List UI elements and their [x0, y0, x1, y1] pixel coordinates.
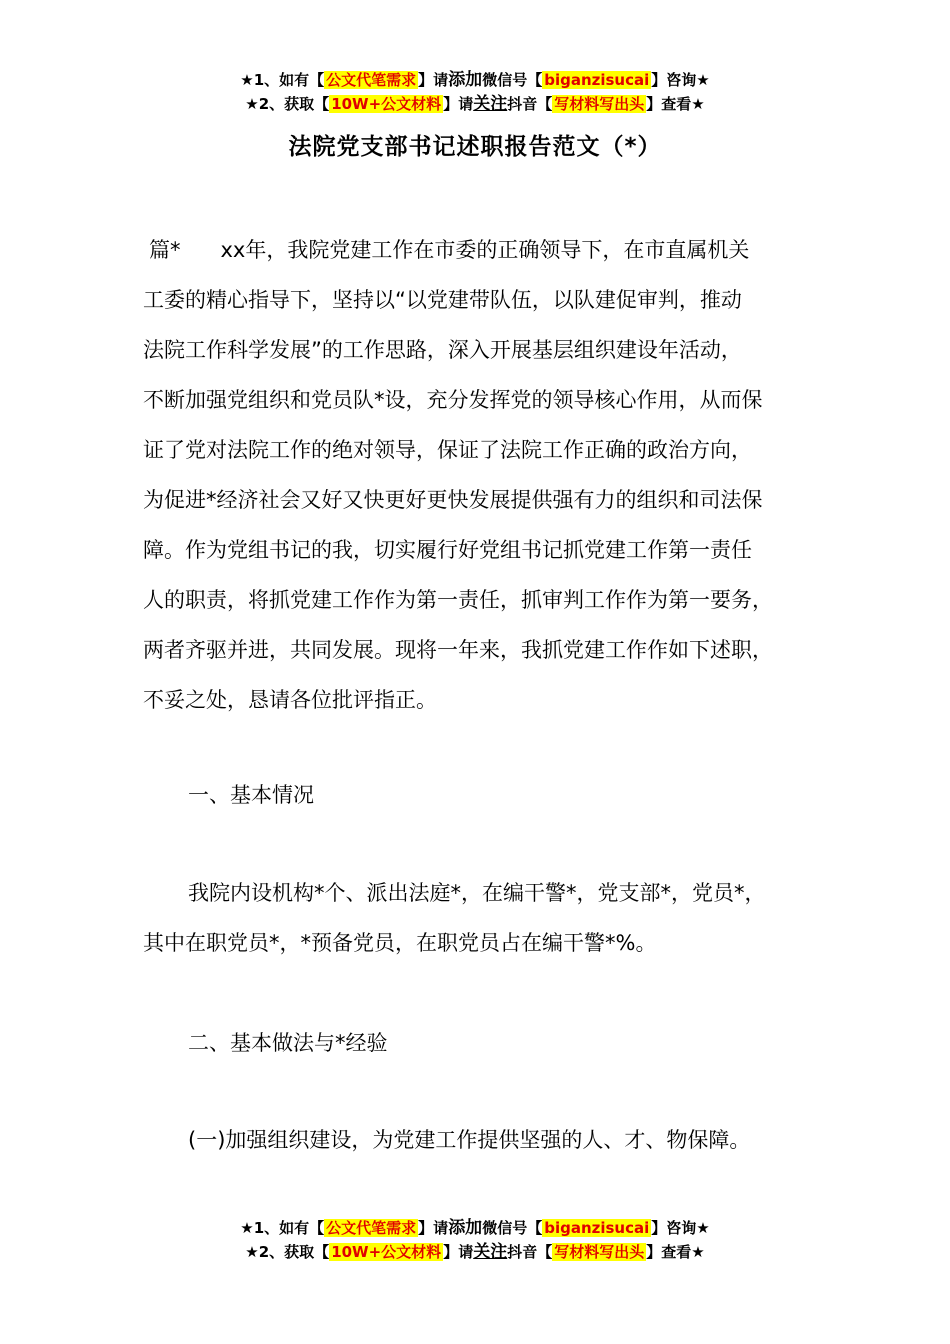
body-line: 人的职责，将抓党建工作作为第一责任，抓审判工作作为第一要务， — [143, 588, 773, 612]
body-line: 为促进*经济社会又好又快更好更快发展提供强有力的组织和司法保 — [143, 488, 763, 512]
banner-line-2 — [0, 92, 950, 116]
banner-line-2 — [0, 1240, 950, 1264]
highlight-materials: 10W+公文材料 — [331, 1243, 442, 1261]
heading-text: (一)加强组织建设，为党建工作提供坚强的人、才、物保障。 — [188, 1128, 751, 1152]
bottom-promo-banner — [0, 1216, 950, 1264]
highlight-wechat-id: biganzisucai — [544, 71, 650, 89]
body-line: 工委的精心指导下，坚持以“以党建带队伍，以队建促审判，推动 — [143, 288, 742, 312]
banner-emphasis: 添加 — [448, 70, 483, 90]
banner-text: ★2、获取【 — [245, 1243, 330, 1261]
banner-text: 】咨询★ — [651, 1219, 710, 1237]
heading-text: 二、基本做法与*经验 — [188, 1031, 388, 1055]
section-heading-basic — [143, 770, 833, 820]
banner-text: ★1、如有【 — [240, 1219, 325, 1237]
body-line: 证了党对法院工作的绝对领导，保证了法院工作正确的政治方向， — [143, 438, 752, 462]
banner-text: 微信号【 — [482, 71, 543, 89]
banner-emphasis: 关注 — [473, 94, 508, 114]
intro-text: xx年，我院党建工作在市委的正确领导下，在市直属机关 — [220, 238, 750, 262]
body-line: 不断加强党组织和党员队*设，充分发挥党的领导核心作用，从而保 — [143, 388, 763, 412]
body-line: 其中在职党员*，*预备党员，在职党员占在编干警*%。 — [143, 931, 657, 955]
banner-text: 】请 — [418, 71, 449, 89]
intro-first-line — [143, 225, 833, 275]
highlight-materials: 10W+公文材料 — [331, 95, 442, 113]
banner-text: ★1、如有【 — [240, 71, 325, 89]
banner-text: 微信号【 — [482, 1219, 543, 1237]
banner-text: 】查看★ — [646, 95, 705, 113]
body-line: 我院内设机构*个、派出法庭*，在编干警*，党支部*，党员*， — [188, 881, 766, 905]
highlight-douyin-id: 写材料写出头 — [554, 1243, 645, 1261]
body-line: 不妥之处，恳请各位批评指正。 — [143, 688, 437, 712]
section-label: 篇* — [149, 238, 181, 262]
banner-text: 抖音【 — [507, 95, 553, 113]
heading-text: 一、基本情况 — [188, 783, 314, 807]
highlight-service: 公文代笔需求 — [326, 71, 417, 89]
banner-text: 】请 — [418, 1219, 449, 1237]
basic-info-paragraph — [143, 868, 833, 968]
banner-text: ★2、获取【 — [245, 95, 330, 113]
document-title: 法院党支部书记述职报告范文（*） — [288, 134, 662, 160]
body-line: 法院工作科学发展”的工作思路，深入开展基层组织建设年活动， — [143, 338, 742, 362]
banner-text: 】咨询★ — [651, 71, 710, 89]
highlight-wechat-id: biganzisucai — [544, 1219, 650, 1237]
subsection-heading — [143, 1115, 833, 1165]
highlight-service: 公文代笔需求 — [326, 1219, 417, 1237]
banner-line-1 — [0, 1216, 950, 1240]
body-line: 障。作为党组书记的我，切实履行好党组书记抓党建工作第一责任 — [143, 538, 752, 562]
banner-emphasis: 添加 — [448, 1218, 483, 1238]
body-line: 两者齐驱并进，共同发展。现将一年来，我抓党建工作作如下述职， — [143, 638, 773, 662]
intro-paragraph — [143, 225, 833, 725]
top-promo-banner — [0, 68, 950, 116]
banner-text: 】请 — [443, 95, 474, 113]
banner-text: 抖音【 — [507, 1243, 553, 1261]
banner-emphasis: 关注 — [473, 1242, 508, 1262]
banner-text: 】请 — [443, 1243, 474, 1261]
section-heading-practice — [143, 1018, 833, 1068]
banner-line-1 — [0, 68, 950, 92]
highlight-douyin-id: 写材料写出头 — [554, 95, 645, 113]
banner-text: 】查看★ — [646, 1243, 705, 1261]
